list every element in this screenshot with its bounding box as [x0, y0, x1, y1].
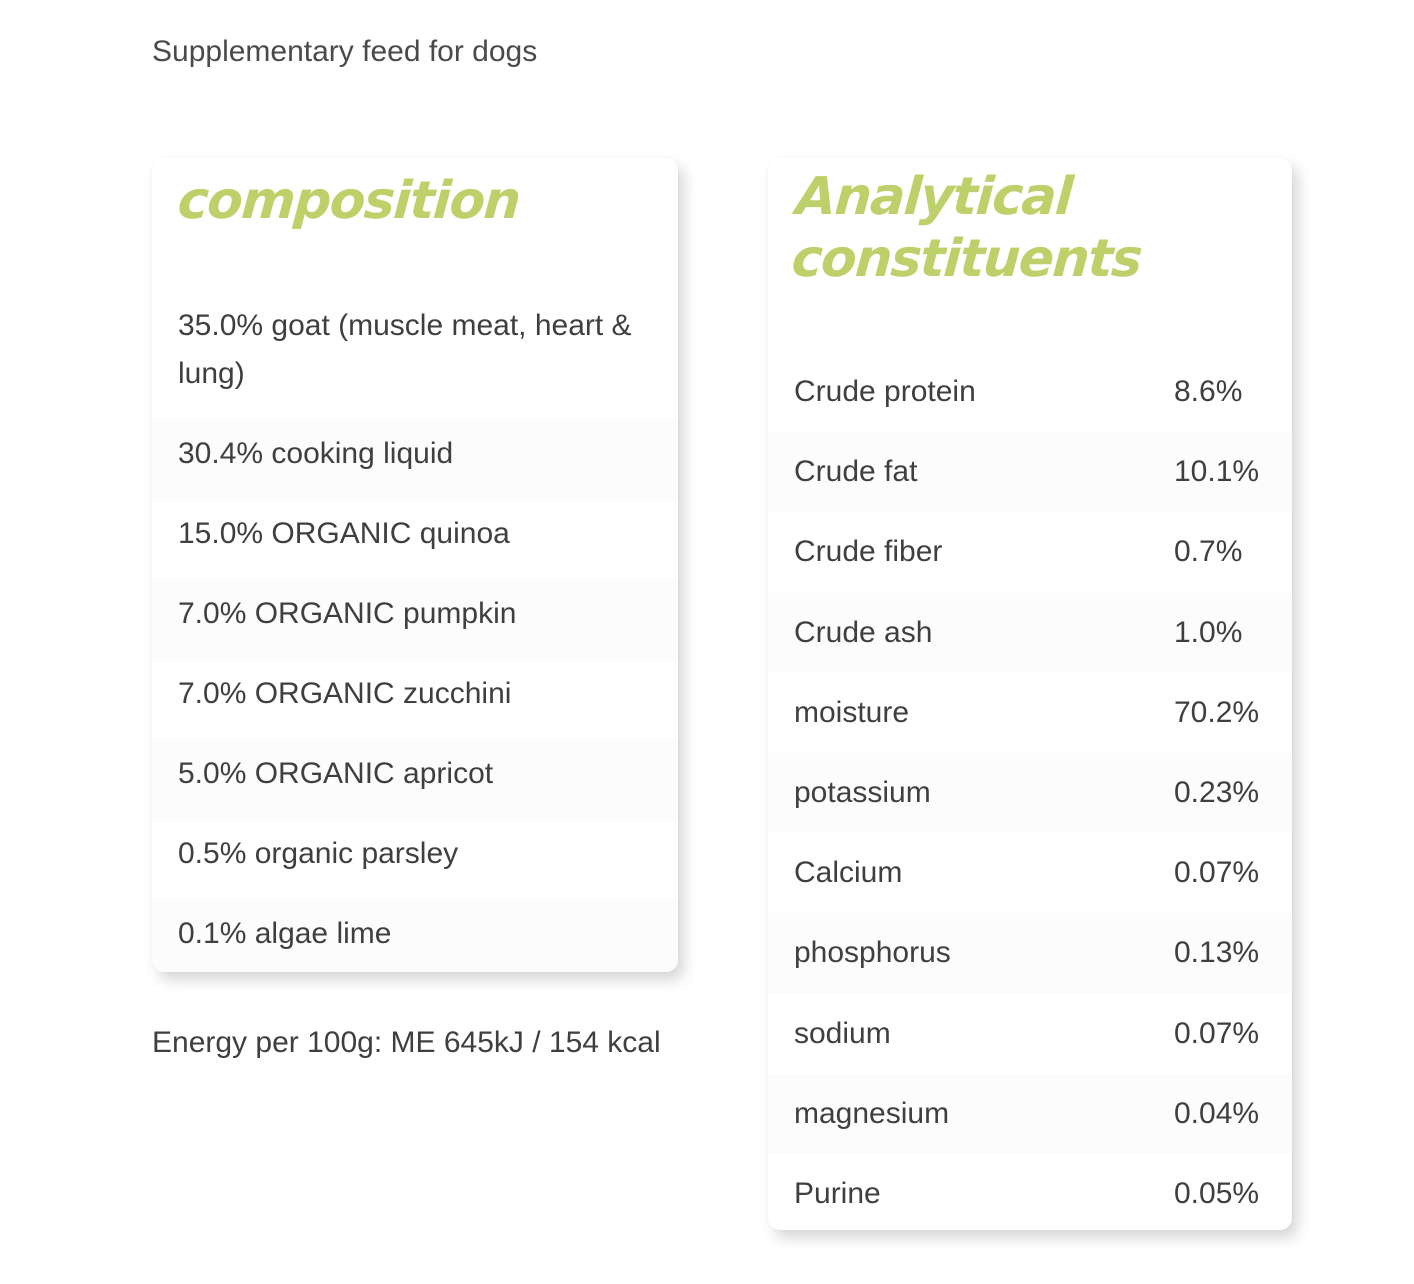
analytical-row: [768, 913, 1292, 993]
constituent-name: magnesium: [794, 1096, 950, 1130]
energy-info: Energy per 100g: ME 645kJ / 154 kcal: [152, 1026, 661, 1059]
analytical-row: [768, 1074, 1292, 1154]
constituent-name: Crude protein: [794, 375, 976, 409]
constituent-name: potassium: [794, 776, 931, 810]
composition-item: 0.5% organic parsley: [178, 837, 459, 870]
constituent-name: Purine: [794, 1176, 881, 1210]
constituent-value: 0.23%: [1174, 776, 1260, 810]
composition-title: composition: [175, 171, 522, 231]
composition-item: 30.4% cooking liquid: [152, 420, 678, 500]
analytical-row: [768, 1154, 1292, 1230]
composition-item: 35.0% goat (muscle meat, heart & lung): [178, 309, 632, 390]
composition-item: 7.0% ORGANIC zucchini: [178, 677, 512, 710]
constituent-value: 0.04%: [1174, 1096, 1260, 1130]
constituent-value: 70.2%: [1174, 695, 1260, 729]
constituent-name: Crude fiber: [794, 535, 943, 569]
constituent-name: sodium: [794, 1016, 891, 1050]
constituent-name: phosphorus: [794, 936, 951, 970]
analytical-title-line2: constituents: [789, 229, 1144, 289]
constituent-name: moisture: [794, 695, 910, 729]
analytical-title-line1: Analytical: [794, 167, 1074, 227]
analytical-card: [768, 158, 1292, 1230]
constituent-value: 8.6%: [1174, 375, 1243, 409]
constituent-name: Crude ash: [794, 615, 933, 649]
analytical-row: [768, 432, 1292, 512]
analytical-row: [768, 994, 1292, 1074]
analytical-row: [768, 512, 1292, 592]
analytical-row: [768, 753, 1292, 833]
constituent-value: 0.05%: [1174, 1176, 1260, 1210]
analytical-row: [768, 673, 1292, 753]
constituent-value: 10.1%: [1174, 455, 1260, 489]
analytical-title: [790, 166, 1259, 290]
composition-item: 0.1% algae lime: [152, 900, 678, 972]
constituent-value: 0.07%: [1174, 856, 1260, 890]
analytical-row: [768, 593, 1292, 673]
composition-list: [152, 292, 678, 972]
composition-item: 5.0% ORGANIC apricot: [152, 740, 678, 820]
constituent-value: 0.7%: [1174, 535, 1243, 569]
constituent-value: 0.07%: [1174, 1016, 1260, 1050]
constituent-name: Crude fat: [794, 455, 918, 489]
constituent-value: 1.0%: [1174, 615, 1243, 649]
composition-item: 15.0% ORGANIC quinoa: [178, 517, 510, 550]
composition-item: 7.0% ORGANIC pumpkin: [152, 580, 678, 660]
constituent-name: Calcium: [794, 856, 903, 890]
constituent-value: 0.13%: [1174, 936, 1260, 970]
page-subtitle: Supplementary feed for dogs: [152, 35, 538, 68]
analytical-row: [768, 352, 1292, 432]
analytical-table: [768, 352, 1292, 1230]
analytical-row: [768, 833, 1292, 913]
composition-card: [152, 158, 678, 972]
